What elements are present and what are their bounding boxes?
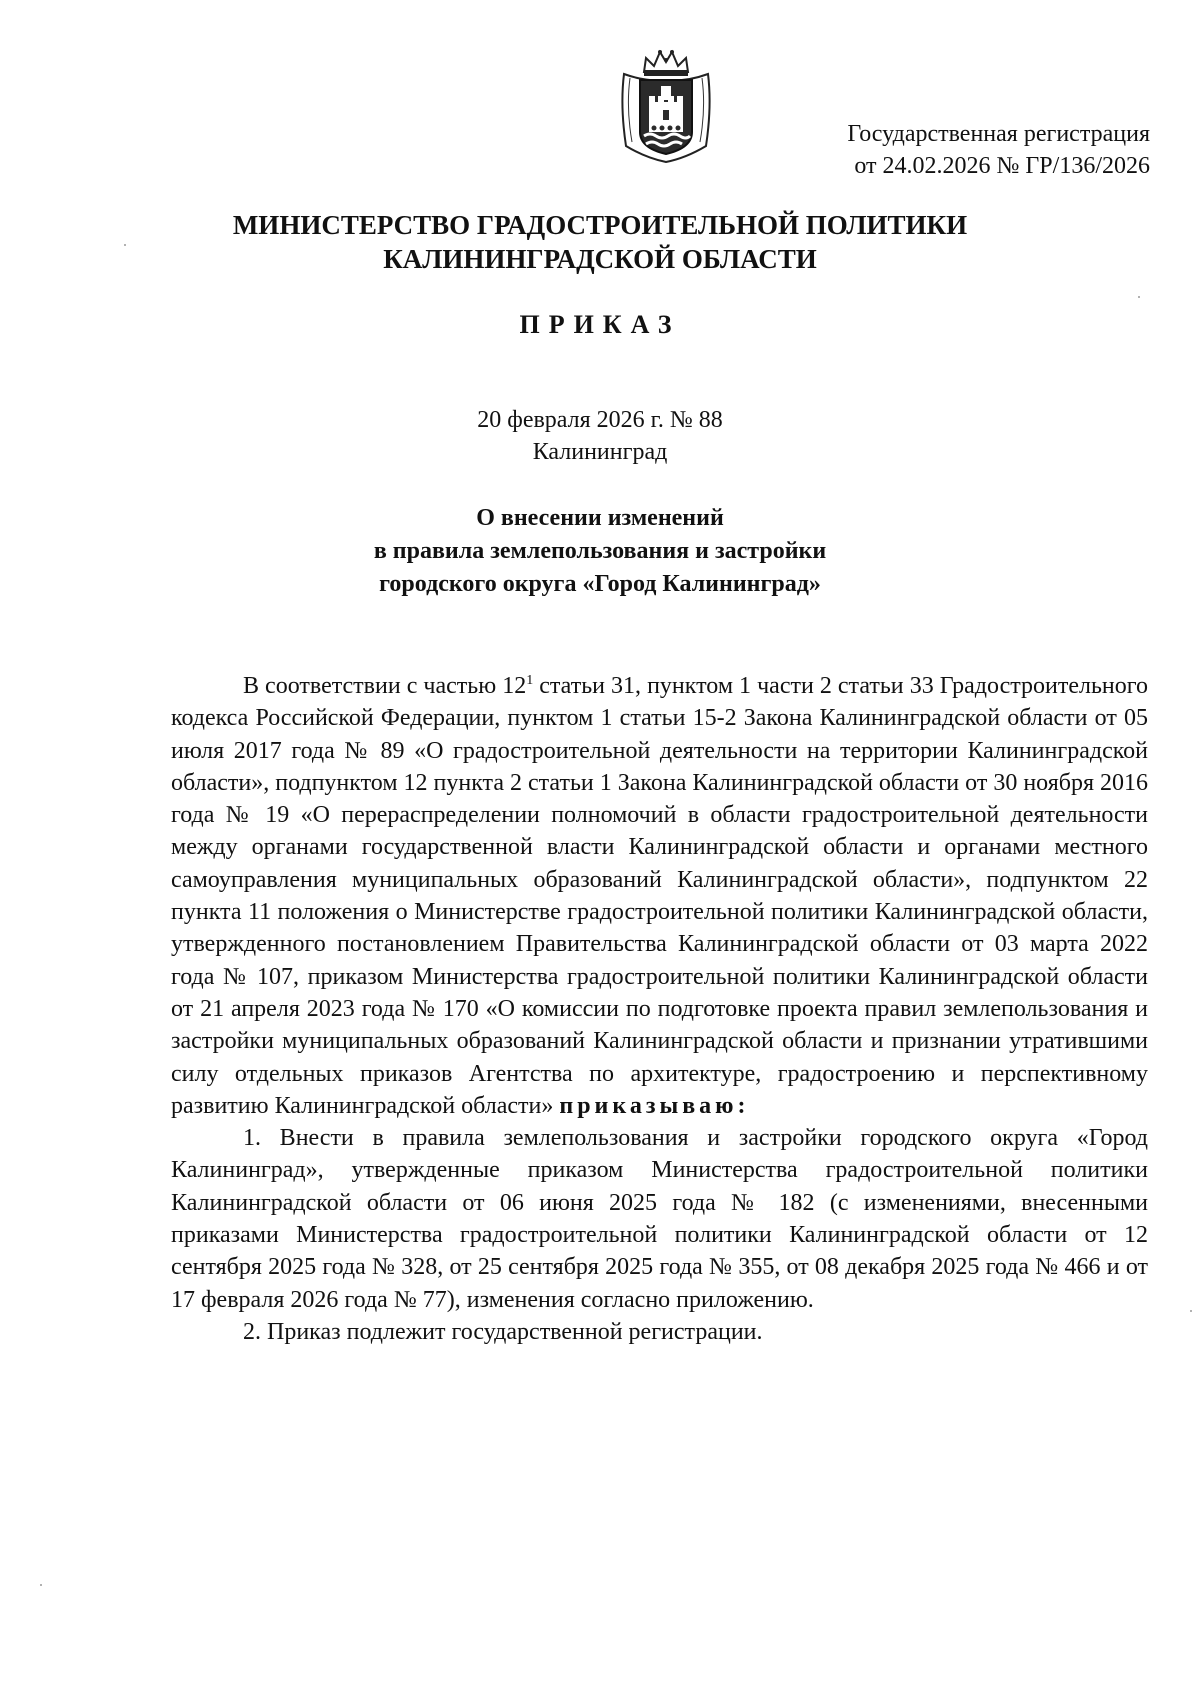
registration-block — [770, 118, 1150, 182]
subject-line-3: городского округа «Город Калининград» — [379, 571, 821, 597]
registration-number: от 24.02.2026 № ГР/136/2026 — [854, 153, 1150, 179]
date-block — [350, 404, 850, 468]
order-city: Калининград — [532, 439, 668, 465]
ministry-name — [150, 208, 1050, 276]
scan-speck — [40, 1584, 42, 1586]
preamble-paragraph — [171, 670, 1148, 1122]
order-date: 20 февраля 2026 г. № 88 — [477, 407, 723, 433]
order-subject — [250, 502, 950, 601]
scan-speck — [124, 244, 126, 246]
decree-word: приказываю: — [559, 1092, 750, 1119]
scan-speck — [1190, 1310, 1192, 1312]
order-body — [171, 670, 1148, 1348]
subject-line-1: О внесении изменений — [476, 505, 724, 531]
preamble-rest: статьи 31, пунктом 1 части 2 статьи 33 Градостроительного кодекса Российской Федерации, пунктом 1 статьи 15-2 Закона Калининградской области от 05 июля 2017 года № 89 «О градостроительной деятельности на территории Калининградской области», подпунктом 12 пункта 2 статьи 1 Закона Калининградской области от 30 ноября 2016 года № 19 «О перераспределении полномочий в области градостроительной деятельности между органами государственной власти Калининградской области и органами местного самоуправления муниципальных образований Калининградской области», подпунктом 22 пункта 11 положения о Министерстве градостроительной политики Калининградской области, утвержденного постановлением Правительства Калининградской области от 03 марта 2022 года № 107, приказом Министерства градостроительной политики Калининградской области от 21 апреля 2023 года № 170 «О комиссии по подготовке проекта правил землепользования и застройки муниципальных образований Калининградской области и признании утратившими силу отдельных приказов Агентства по архитектуре, градостроению и перспективному развитию Калининградской области» — [171, 673, 1148, 1119]
registration-label: Государственная регистрация — [847, 121, 1150, 147]
kaliningrad-coat-of-arms-icon — [616, 46, 716, 166]
ministry-line-2: КАЛИНИНГРАДСКОЙ ОБЛАСТИ — [383, 244, 817, 274]
scan-speck — [1138, 296, 1140, 298]
preamble-superscript: 1 — [526, 673, 534, 688]
subject-line-2: в правила землепользования и застройки — [373, 538, 827, 564]
preamble-start: В соответствии с частью 12 — [243, 673, 527, 699]
order-item-2: 2. Приказ подлежит государственной регистрации. — [243, 1318, 763, 1345]
order-title: ПРИКАЗ — [519, 310, 681, 339]
order-item-1: 1. Внести в правила землепользования и застройки городского округа «Город Калининград», утвержденные приказом Министерства градостроительной политики Калининградской области от 06 июня 2025 года № 182 (с изменениями, внесенными приказами Министерства градостроительной политики Калининградской области от 12 сентября 2025 года № 328, от 25 сентября 2025 года № 355, от 08 декабря 2025 года № 466 и от 17 февраля 2026 года № 77), изменения согласно приложению. — [171, 1125, 1148, 1313]
ministry-line-1: МИНИСТЕРСТВО ГРАДОСТРОИТЕЛЬНОЙ ПОЛИТИКИ — [232, 210, 968, 240]
